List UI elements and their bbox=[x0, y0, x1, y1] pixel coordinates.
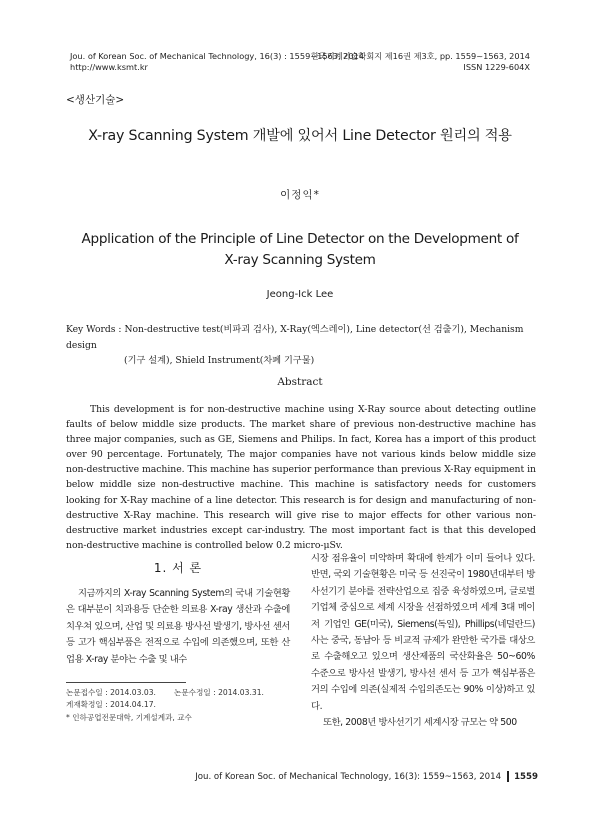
footnote-divider bbox=[66, 682, 186, 683]
abstract-body: This development is for non-destructive machine using X-Ray source about detecting outline faults of below middle size products. The market share of previous non-destructive machine has three major companies, such as GE, Siemens and Philips. In fact, Korea has a import of this product over 90 percentage. Fortunately, The major companies have not various kinds below middle size non-destructive machine. This machine has superior performance than previous X-Ray equipment in below middle size non-destructive machine. This machine is satisfactory needs for customers looking for X-Ray machine of a line detector. This research is for design and manufacturing of non-destructive X-Ray machine. This research will give rise to major effects for other various non-destructive market industries except car-industry. The most important fact is that this developed non-destructive machine is controlled below 0.2 micro-μSv. bbox=[66, 404, 536, 551]
keywords-line1: Key Words : Non-destructive test(비파괴 검사), X-Ray(엑스레이), Line detector(선 검출기), Mechanism design bbox=[66, 324, 524, 351]
journal-citation-ko: 한국기계기술학회지 제16권 제3호, pp. 1559~1563, 2014 bbox=[310, 51, 530, 61]
journal-url[interactable]: http://www.ksmt.kr bbox=[70, 62, 148, 72]
journal-header-right bbox=[311, 51, 530, 73]
body-column-left bbox=[66, 559, 290, 668]
paper-title-english-line2: X-ray Scanning System bbox=[224, 252, 376, 268]
body-paragraph: 지금까지의 X-ray Scanning System의 국내 기술현황은 대부분이 치과용등 단순한 의료용 X-ray 생산과 수출에 치우쳐 있으며, 산업 및 의료용 방사선 발생기, 방사선 센서 등 고가 핵심부품은 전적으로 수입에 의존했으며, 또한 산업용 X-ray 분야는 수출 및 내수 bbox=[66, 588, 290, 665]
author-korean: 이정익* bbox=[280, 189, 320, 201]
paper-title-english bbox=[60, 229, 540, 271]
keywords bbox=[66, 322, 538, 369]
author-english: Jeong-Ick Lee bbox=[266, 289, 334, 300]
footer-separator bbox=[507, 771, 509, 782]
keywords-line2: (기구 설계), Shield Instrument(차폐 기구물) bbox=[124, 355, 315, 366]
paper-title-english-line1: Application of the Principle of Line Detector on the Development of bbox=[81, 231, 519, 247]
author-affiliation: * 인하공업전문대학, 기계설계과, 교수 bbox=[66, 712, 192, 722]
journal-citation: Jou. of Korean Soc. of Mechanical Technology, 16(3) : 1559~1563, 2014 bbox=[70, 51, 365, 61]
page-footer bbox=[195, 771, 538, 782]
paper-title-korean: X-ray Scanning System 개발에 있어서 Line Detector 원리의 적용 bbox=[88, 128, 512, 144]
section-tag: <생산기술> bbox=[66, 94, 125, 106]
body-column-right bbox=[311, 551, 535, 731]
received-date: 논문접수일 : 2014.03.03. bbox=[66, 688, 156, 697]
body-paragraph: 또한, 2008년 방사선기기 세계시장 규모는 약 500 bbox=[323, 717, 517, 729]
journal-issn: ISSN 1229-604X bbox=[463, 62, 530, 72]
footer-citation: Jou. of Korean Soc. of Mechanical Technology, 16(3): 1559~1563, 2014 bbox=[195, 771, 502, 782]
accepted-date: 게재확정일 : 2014.04.17. bbox=[66, 700, 156, 710]
revised-date: 논문수정일 : 2014.03.31. bbox=[174, 688, 264, 697]
footnote-dates bbox=[66, 687, 296, 699]
body-paragraph: 시장 점유율이 미약하며 확대에 한계가 이미 들어나 있다. 반면, 국외 기술현황은 미국 등 선진국이 1980년대부터 방사선기기 분야를 전략산업으로 집중 육성하였으며, 글로벌 기업체 중심으로 세계 시장을 선점하였으며 세계 3대 메이저 기업인 GE(미국), Siemens(독일), Phillips(네덜란드)사는 중국, 동남아 등 비교적 규제가 완만한 국가를 대상으로 수출해오고 있으며 생산제품의 국산화율은 50~60% 수준으로 방사선 발생기, 방사선 센서 등 고가 핵심부품은 거의 수입에 의존(실제적 수입의존도는 90% 이상)하고 있다. bbox=[311, 553, 535, 712]
footnotes bbox=[66, 687, 296, 724]
section-heading-introduction: 1. 서 론 bbox=[153, 561, 203, 575]
abstract-heading: Abstract bbox=[277, 376, 323, 388]
page-number: 1559 bbox=[514, 771, 538, 782]
